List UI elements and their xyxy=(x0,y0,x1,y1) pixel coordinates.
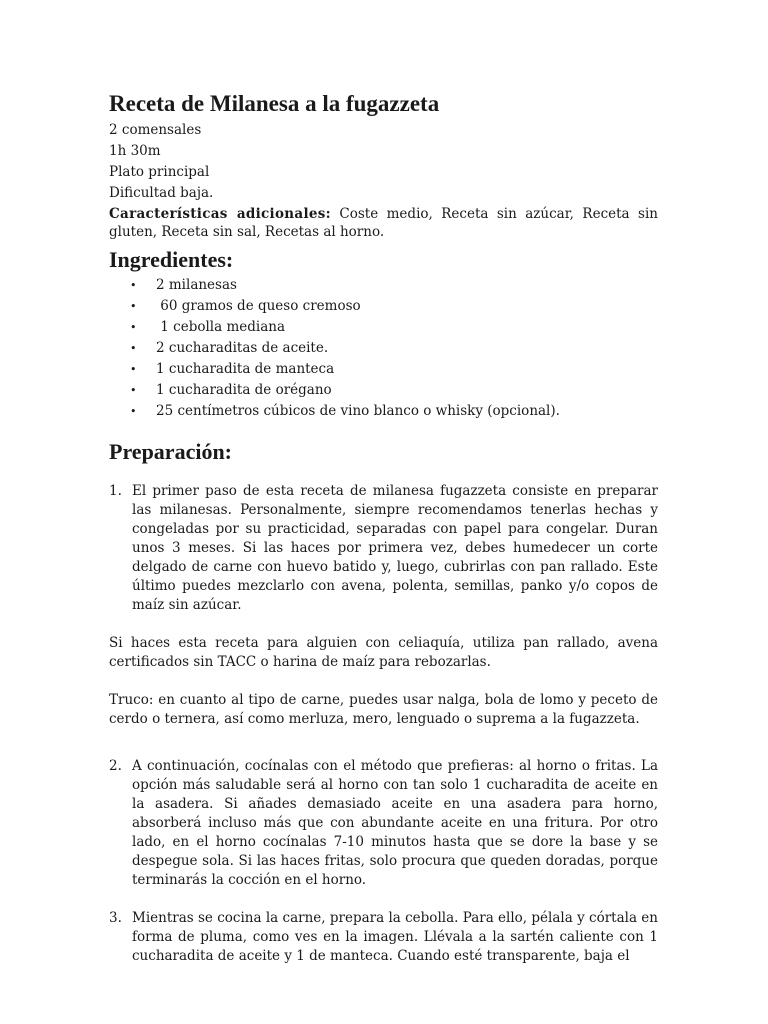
ingredient-text: 60 gramos de queso cremoso xyxy=(156,298,361,314)
additional-features-label: Características adicionales: xyxy=(109,206,331,222)
difficulty: Dificultad baja. xyxy=(109,185,214,201)
ingredient-text: 2 milanesas xyxy=(156,277,237,293)
ingredients-heading: Ingredientes: xyxy=(109,247,234,272)
additional-features xyxy=(109,205,658,241)
step-3 xyxy=(109,909,658,966)
ingredient-item xyxy=(109,296,658,317)
step-number: 3. xyxy=(109,910,122,926)
recipe-meta xyxy=(109,120,658,204)
bullet-icon: • xyxy=(130,384,137,397)
ingredients-list xyxy=(109,275,658,422)
ingredient-item xyxy=(109,359,658,380)
ingredient-text: 1 cebolla mediana xyxy=(156,319,286,335)
ingredient-item xyxy=(109,338,658,359)
ingredient-text: 1 cucharadita de orégano xyxy=(156,382,332,398)
step-number: 2. xyxy=(109,758,122,774)
servings: 2 comensales xyxy=(109,122,202,138)
additional-features-text: Coste medio, Receta sin azúcar, Receta sin gluten, Receta sin sal, Recetas al horno. xyxy=(109,206,658,240)
step-text: A continuación, cocínalas con el método que prefieras: al horno o fritas. La opción más saludable será al horno con tan solo 1 cucharadita de aceite en la asadera. Si añades demasiado aceite en una asadera para horno, absorberá incluso más que con abundante aceite en una fritura. Por otro lado, en el horno cocínalas 7-10 minutos hasta que se dore la base y se despegue sola. Si las haces fritas, solo procura que queden doradas, porque terminarás la cocción en el horno. xyxy=(132,758,658,888)
document-page xyxy=(109,88,658,966)
ingredient-item xyxy=(109,317,658,338)
ingredient-text: 1 cucharadita de manteca xyxy=(156,361,335,377)
bullet-icon: • xyxy=(130,405,137,418)
celiac-note: Si haces esta receta para alguien con celiaquía, utiliza pan rallado, avena certificados sin TACC o harina de maíz para rebozarlas. xyxy=(109,635,658,670)
ingredient-text: 2 cucharaditas de aceite. xyxy=(156,340,329,356)
recipe-title: Receta de Milanesa a la fugazzeta xyxy=(109,91,440,116)
step-2 xyxy=(109,757,658,890)
ingredient-item xyxy=(109,275,658,296)
duration: 1h 30m xyxy=(109,143,161,159)
course: Plato principal xyxy=(109,164,210,180)
ingredient-text: 25 centímetros cúbicos de vino blanco o whisky (opcional). xyxy=(156,403,560,419)
bullet-icon: • xyxy=(130,321,137,334)
bullet-icon: • xyxy=(130,342,137,355)
bullet-icon: • xyxy=(130,279,137,292)
step-number: 1. xyxy=(109,483,122,499)
preparation-heading: Preparación: xyxy=(109,439,233,464)
tip-paragraph: Truco: en cuanto al tipo de carne, puedes usar nalga, bola de lomo y peceto de cerdo o ternera, así como merluza, mero, lenguado o suprema a la fugazzeta. xyxy=(109,692,658,727)
step-text: Mientras se cocina la carne, prepara la cebolla. Para ello, pélala y córtala en forma de pluma, como ves en la imagen. Llévala a la sartén caliente con 1 cucharadita de aceite y 1 de manteca. Cuando esté transparente, baja el xyxy=(132,910,658,964)
step-text: El primer paso de esta receta de milanesa fugazzeta consiste en preparar las milanesas. Personalmente, siempre recomendamos tenerlas hechas y congeladas por su practicidad, separadas con papel para congelar. Duran unos 3 meses. Si las haces por primera vez, debes humedecer un corte delgado de carne con huevo batido y, luego, cubrirlas con pan rallado. Este último puedes mezclarlo con avena, polenta, semillas, panko y/o copos de maíz sin azúcar. xyxy=(132,483,658,613)
bullet-icon: • xyxy=(130,363,137,376)
ingredient-item xyxy=(109,380,658,401)
bullet-icon: • xyxy=(130,300,137,313)
ingredient-item xyxy=(109,401,658,422)
step-1 xyxy=(109,482,658,615)
